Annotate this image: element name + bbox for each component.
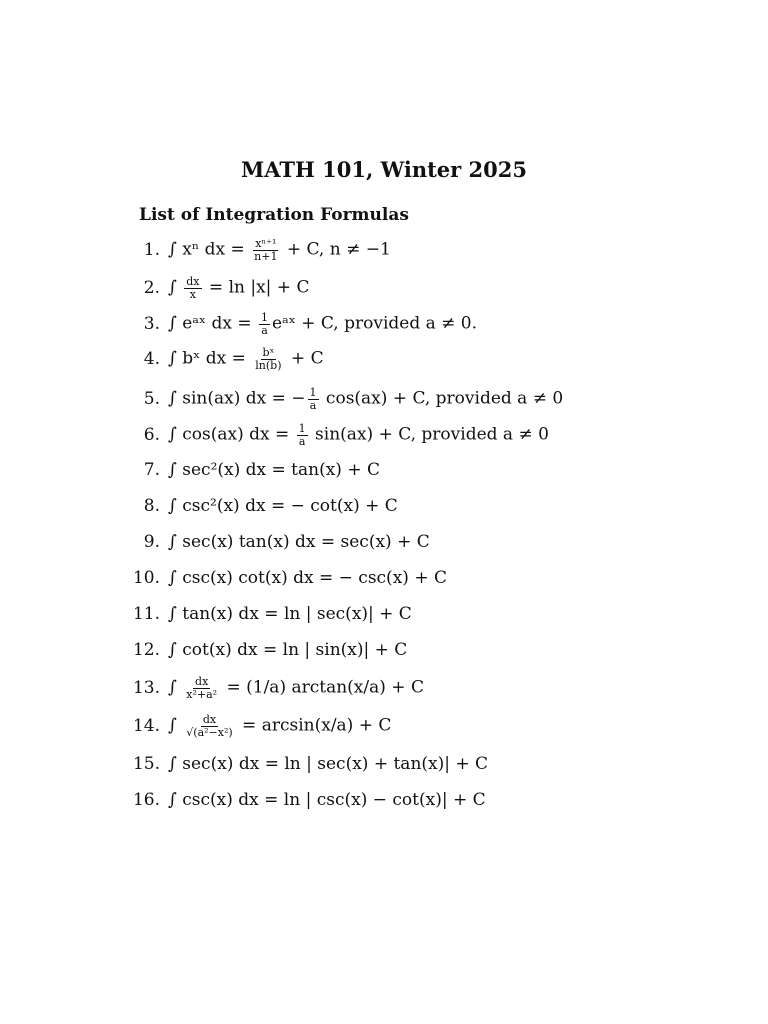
fraction-numerator: dx bbox=[195, 675, 209, 688]
formula-item bbox=[0, 276, 309, 300]
formula-number: 6. bbox=[143, 425, 160, 446]
fraction-denominator: x²+a² bbox=[186, 687, 218, 701]
formula-number: 11. bbox=[132, 604, 160, 624]
formula-number: 8. bbox=[143, 496, 160, 516]
formula-item bbox=[0, 312, 477, 336]
formula-right: cos(ax) + C, provided a ≠ 0 bbox=[320, 388, 564, 409]
formula-number: 4. bbox=[143, 349, 160, 370]
formula-expression bbox=[168, 460, 380, 480]
formula-left: ∫ sec(x) dx = ln | sec(x) + tan(x)| + C bbox=[168, 754, 489, 774]
formula-left: ∫ sin(ax) dx = − bbox=[168, 388, 306, 409]
formula-right: eᵃˣ + C, provided a ≠ 0. bbox=[272, 313, 478, 334]
fraction bbox=[259, 312, 270, 336]
formula-expression bbox=[168, 604, 412, 624]
formula-right: + C bbox=[285, 348, 324, 369]
fraction bbox=[297, 423, 308, 447]
formula-item bbox=[0, 460, 380, 480]
formula-left: ∫ bˣ dx = bbox=[168, 348, 252, 369]
formula-left: ∫ cot(x) dx = ln | sin(x)| + C bbox=[168, 640, 408, 660]
formula-item bbox=[0, 754, 488, 774]
formula-expression bbox=[168, 676, 424, 700]
formula-item bbox=[0, 604, 412, 624]
formula-number: 7. bbox=[143, 460, 160, 480]
formula-left: ∫ bbox=[168, 715, 183, 736]
section-heading: List of Integration Formulas bbox=[139, 205, 409, 225]
formula-left: ∫ eᵃˣ dx = bbox=[168, 313, 258, 334]
formula-right: = (1/a) arctan(x/a) + C bbox=[221, 677, 424, 698]
formula-number: 9. bbox=[143, 532, 160, 552]
formula-expression bbox=[168, 423, 549, 447]
formula-number: 13. bbox=[132, 678, 160, 699]
formula-expression bbox=[168, 312, 477, 336]
formula-expression bbox=[168, 640, 407, 660]
formula-number: 15. bbox=[132, 754, 160, 774]
formula-item bbox=[0, 790, 486, 810]
fraction bbox=[252, 238, 279, 262]
formula-left: ∫ sec(x) tan(x) dx = sec(x) + C bbox=[168, 532, 430, 552]
formula-expression bbox=[168, 347, 324, 371]
formula-expression bbox=[168, 714, 391, 738]
fraction-denominator: a bbox=[261, 323, 268, 337]
formula-number: 10. bbox=[132, 568, 160, 588]
formula-expression bbox=[168, 532, 430, 552]
formula-item bbox=[0, 714, 391, 738]
formula-right: = arcsin(x/a) + C bbox=[236, 715, 392, 736]
formula-item bbox=[0, 347, 324, 371]
fraction bbox=[308, 387, 319, 411]
formula-expression bbox=[168, 496, 398, 516]
fraction-numerator: dx bbox=[186, 275, 200, 288]
formula-left: ∫ csc²(x) dx = − cot(x) + C bbox=[168, 496, 398, 516]
fraction-denominator: x bbox=[189, 287, 196, 301]
formula-expression bbox=[168, 568, 447, 588]
formula-number: 14. bbox=[132, 716, 160, 737]
formula-item bbox=[0, 238, 391, 262]
formula-item bbox=[0, 496, 398, 516]
fraction bbox=[184, 276, 201, 300]
formula-number: 3. bbox=[143, 314, 160, 335]
formula-item bbox=[0, 568, 447, 588]
formula-number: 1. bbox=[143, 240, 160, 261]
formula-left: ∫ cos(ax) dx = bbox=[168, 424, 295, 445]
formula-left: ∫ bbox=[168, 277, 183, 298]
formula-number: 5. bbox=[143, 389, 160, 410]
formula-item bbox=[0, 387, 563, 411]
formula-left: ∫ csc(x) cot(x) dx = − csc(x) + C bbox=[168, 568, 447, 588]
formula-item bbox=[0, 423, 549, 447]
formula-number: 16. bbox=[132, 790, 160, 810]
fraction-denominator: ln(b) bbox=[255, 358, 282, 372]
fraction-numerator: 1 bbox=[261, 311, 269, 324]
formula-left: ∫ sec²(x) dx = tan(x) + C bbox=[168, 460, 380, 480]
formula-item bbox=[0, 676, 424, 700]
fraction-denominator: n+1 bbox=[254, 249, 278, 263]
fraction-denominator: a bbox=[309, 398, 317, 412]
fraction bbox=[184, 676, 219, 700]
fraction-numerator: 1 bbox=[298, 422, 306, 435]
formula-item bbox=[0, 640, 407, 660]
fraction-denominator: a bbox=[298, 434, 306, 448]
formula-expression bbox=[168, 790, 486, 810]
fraction-denominator: √(a²−x²) bbox=[186, 725, 233, 739]
fraction-numerator: bˣ bbox=[262, 346, 275, 359]
fraction bbox=[253, 347, 283, 371]
formula-number: 12. bbox=[132, 640, 160, 660]
formula-expression bbox=[168, 754, 488, 774]
formula-right: sin(ax) + C, provided a ≠ 0 bbox=[309, 424, 549, 445]
formula-left: ∫ bbox=[168, 677, 183, 698]
formula-expression bbox=[168, 387, 563, 411]
fraction-numerator: dx bbox=[202, 713, 217, 726]
fraction-numerator: xⁿ⁺¹ bbox=[255, 237, 277, 250]
formula-right: + C, n ≠ −1 bbox=[281, 239, 391, 260]
fraction bbox=[184, 714, 234, 738]
fraction-numerator: 1 bbox=[309, 386, 317, 399]
formula-expression bbox=[168, 238, 391, 262]
formula-right: = ln |x| + C bbox=[203, 277, 310, 298]
formula-left: ∫ xⁿ dx = bbox=[168, 239, 251, 260]
formula-item bbox=[0, 532, 430, 552]
formula-left: ∫ csc(x) dx = ln | csc(x) − cot(x)| + C bbox=[168, 790, 486, 810]
formula-expression bbox=[168, 276, 309, 300]
page-title: MATH 101, Winter 2025 bbox=[241, 157, 527, 182]
formula-left: ∫ tan(x) dx = ln | sec(x)| + C bbox=[168, 604, 412, 624]
formula-number: 2. bbox=[143, 278, 160, 299]
